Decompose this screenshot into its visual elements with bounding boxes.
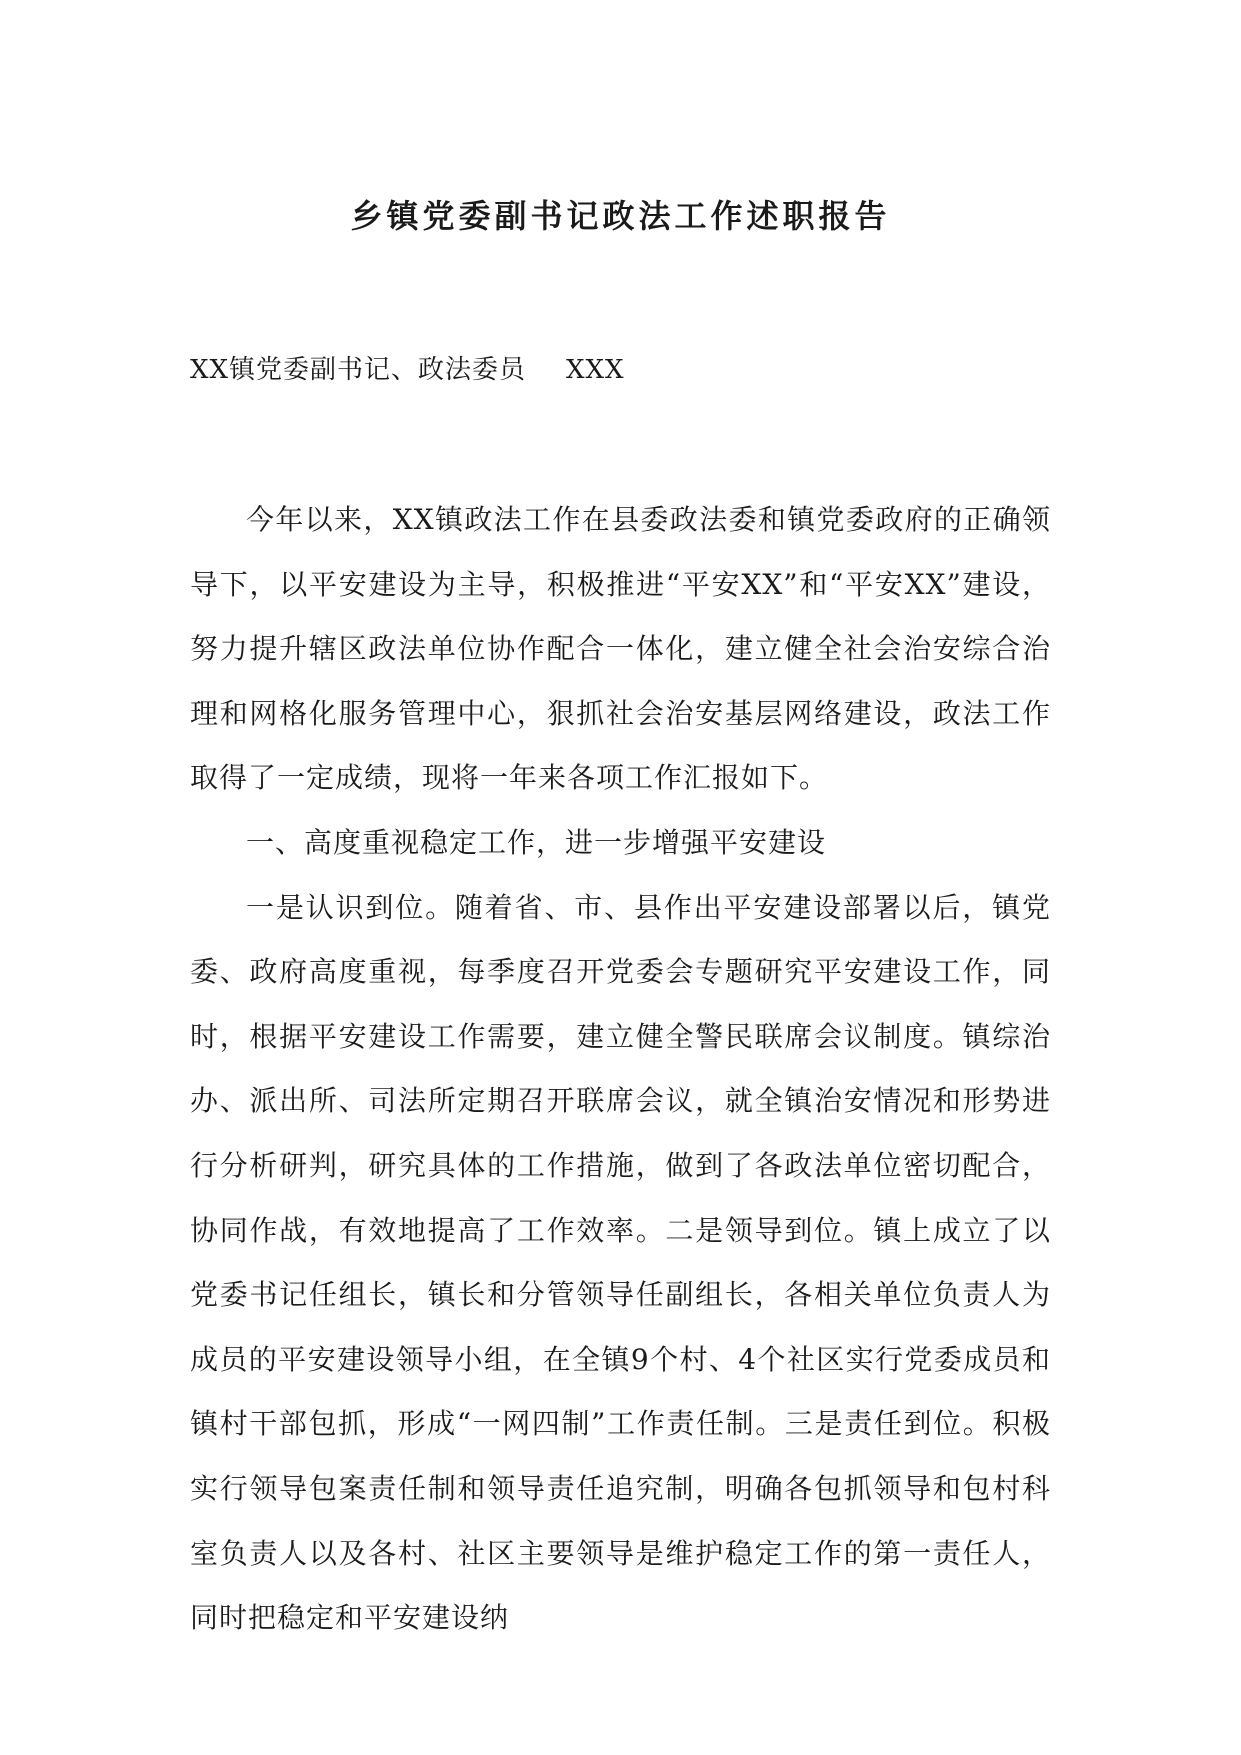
section-heading: 一、高度重视稳定工作，进一步增强平安建设	[246, 825, 827, 859]
paragraph-section-one: 一是认识到位。随着省、市、县作出平安建设部署以后，镇党委、政府高度重视，每季度召开党委会专题研究平安建设工作，同时，根据平安建设工作需要，建立健全警民联席会议制度。镇综治办、派出所、司法所定期召开联席会议，就全镇治安情况和形势进行分析研判，研究具体的工作措施，做到了各政法单位密切配合，协同作战，有效地提高了工作效率。二是领导到位。镇上成立了以党委书记任组长，镇长和分管领导任副组长，各相关单位负责人为成员的平安建设领导小组，在全镇9个村、4个社区实行党委成员和镇村干部包抓，形成“一网四制”工作责任制。三是责任到位。积极实行领导包案责任制和领导责任追究制，明确各包抓领导和包村科室负责人以及各村、社区主要领导是维护稳定工作的第一责任人，同时把稳定和平安建设纳	[190, 890, 1051, 1635]
paragraph-intro: 今年以来，XX镇政法工作在县委政法委和镇党委政府的正确领导下，以平安建设为主导，积极推进“平安XX”和“平安XX”建设，努力提升辖区政法单位协作配合一体化，建立健全社会治安综合治理和网格化服务管理中心，狠抓社会治安基层网络建设，政法工作取得了一定成绩，现将一年来各项工作汇报如下。	[190, 503, 1051, 795]
author-line	[190, 352, 625, 388]
document-body	[190, 488, 1051, 1651]
author-name: XXX	[566, 355, 625, 385]
author-role: XX镇党委副书记、政法委员	[190, 355, 527, 385]
document-title: 乡镇党委副书记政法工作述职报告	[350, 197, 891, 235]
